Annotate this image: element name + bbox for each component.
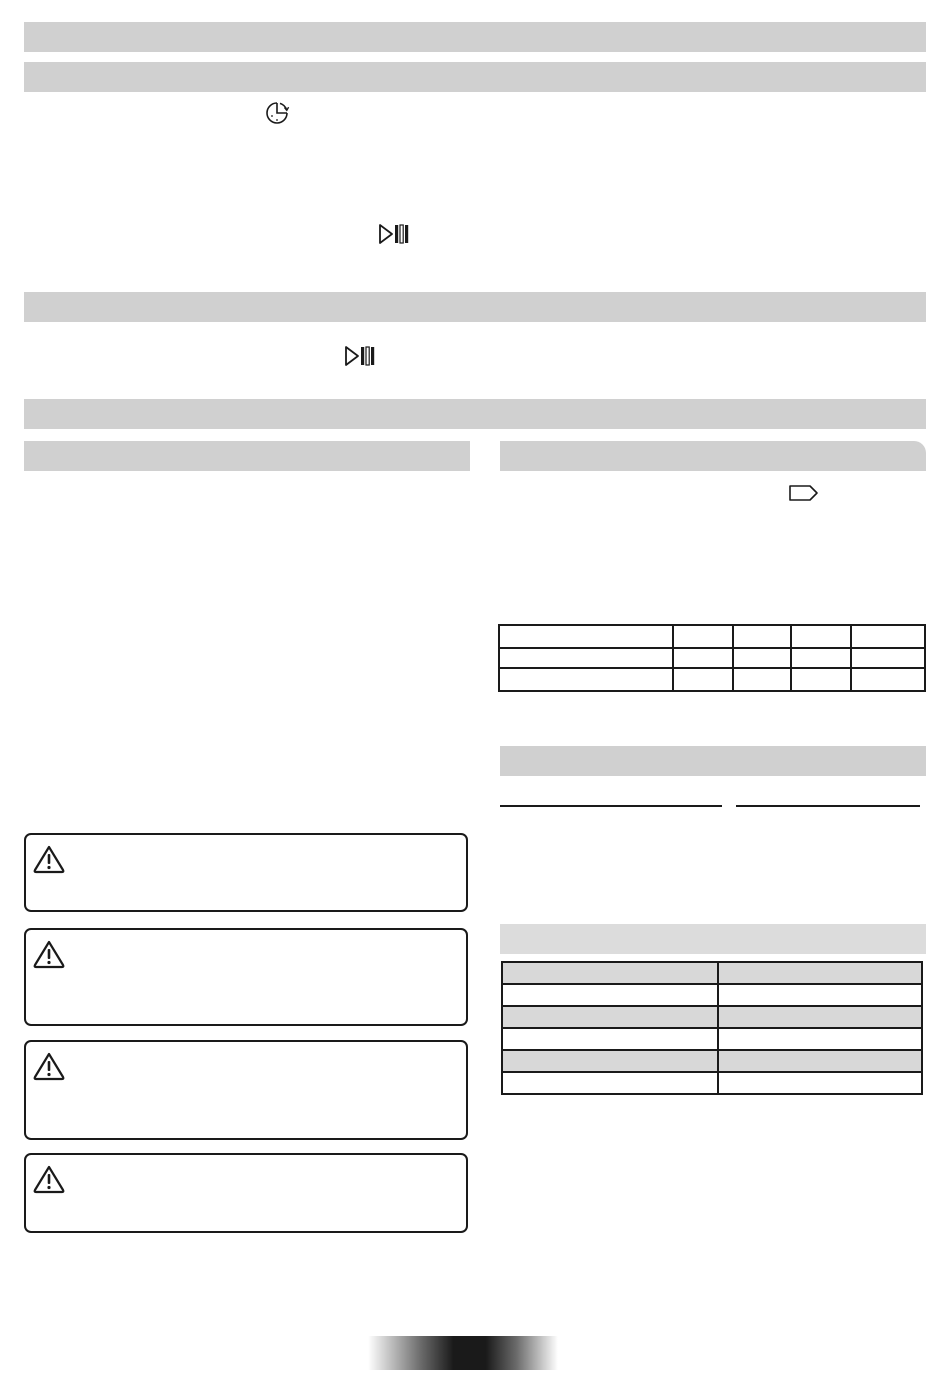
table-cell (499, 668, 673, 691)
timer-icon (264, 100, 290, 126)
table-cell (791, 668, 851, 691)
underline-right (736, 805, 920, 807)
underline-left (500, 805, 722, 807)
table-cell (791, 625, 851, 648)
section-header-band-3 (24, 292, 926, 322)
table-cell (733, 625, 791, 648)
table-cell (718, 1050, 922, 1072)
play-pause-icon (378, 223, 410, 245)
table-row (502, 1050, 922, 1072)
warning-box-3 (24, 1040, 468, 1140)
table-cell (502, 1006, 718, 1028)
table-cell (499, 625, 673, 648)
left-column-header-band (24, 441, 470, 471)
right-column-header-band (500, 441, 926, 471)
table-cell (718, 1072, 922, 1094)
table-cell (673, 625, 733, 648)
right-section-band-2 (500, 746, 926, 776)
table-row (502, 1072, 922, 1094)
table-row (499, 625, 925, 648)
table-cell (718, 962, 922, 984)
play-pause-icon-2 (344, 345, 376, 367)
table-cell (673, 668, 733, 691)
table-cell (733, 648, 791, 668)
table-cell (502, 984, 718, 1006)
table-row (502, 984, 922, 1006)
table-cell (718, 1006, 922, 1028)
table-cell (499, 648, 673, 668)
table-row (499, 648, 925, 668)
table-cell (718, 984, 922, 1006)
table-cell (502, 1028, 718, 1050)
small-data-table (498, 624, 926, 692)
section-header-band-4 (24, 399, 926, 429)
warning-icon (32, 1164, 66, 1194)
table-cell (502, 1072, 718, 1094)
section-header-band-1 (24, 22, 926, 52)
warning-icon (32, 939, 66, 969)
table-cell (733, 668, 791, 691)
table-cell (502, 1050, 718, 1072)
table-cell (851, 648, 925, 668)
table-row (499, 668, 925, 691)
warning-box-2 (24, 928, 468, 1026)
page-footer-bar (368, 1336, 558, 1370)
warning-icon (32, 1051, 66, 1081)
section-header-band-2 (24, 62, 926, 92)
table-cell (718, 1028, 922, 1050)
right-section-band-3 (500, 924, 926, 954)
table-cell (673, 648, 733, 668)
table-row (502, 1006, 922, 1028)
table-cell (791, 648, 851, 668)
right-data-table (501, 961, 923, 1095)
warning-box-1 (24, 833, 468, 912)
table-cell (851, 625, 925, 648)
warning-box-4 (24, 1153, 468, 1233)
warning-icon (32, 844, 66, 874)
table-cell (502, 962, 718, 984)
table-row (502, 962, 922, 984)
table-row (502, 1028, 922, 1050)
table-cell (851, 668, 925, 691)
tag-icon (788, 484, 820, 502)
